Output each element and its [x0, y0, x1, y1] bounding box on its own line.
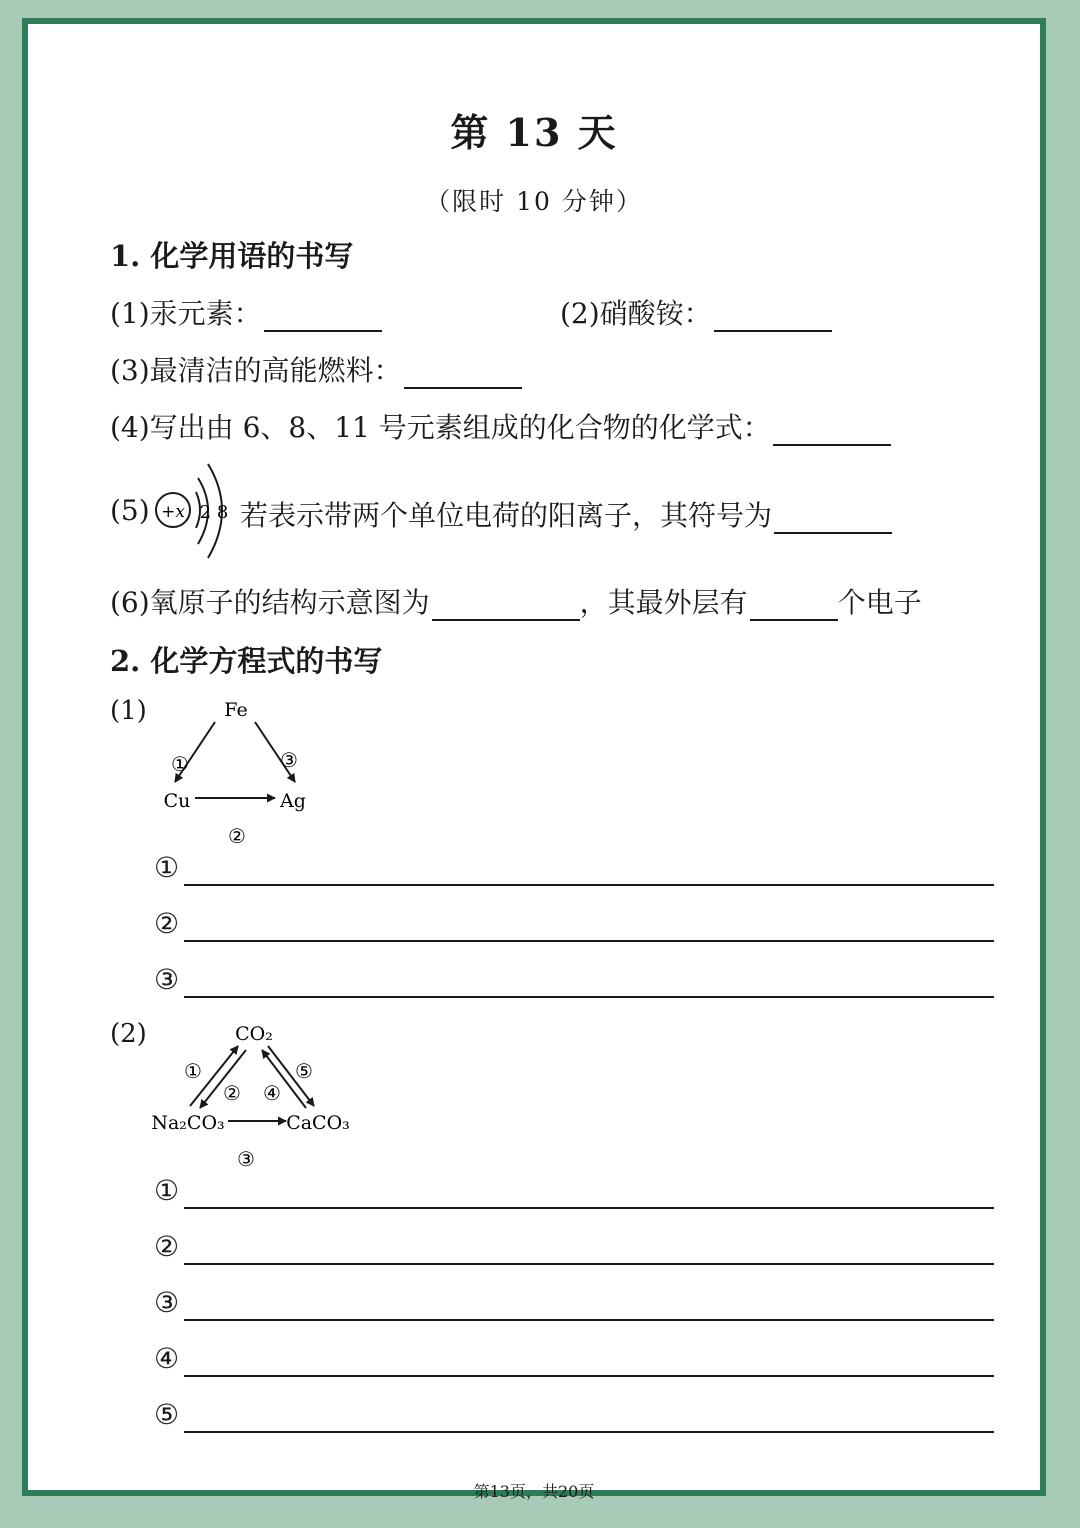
question-1-5-prefix: (5): [110, 494, 150, 527]
answer-number: ①: [154, 1174, 180, 1207]
question-1-4: [110, 406, 891, 446]
node-co2: CO₂: [235, 1023, 273, 1045]
question-1-6-text-c: 个电子: [837, 586, 922, 619]
node-na2co3: Na₂CO₃: [151, 1112, 225, 1134]
question-1-5-body: [240, 494, 892, 534]
answer-line[interactable]: [154, 902, 994, 942]
answer-blank[interactable]: [404, 359, 522, 389]
answer-blank[interactable]: [750, 591, 838, 621]
section-2-heading: 2. 化学方程式的书写: [110, 644, 383, 678]
fe-cu-ag-diagram: [153, 692, 323, 848]
answer-number: ④: [154, 1342, 180, 1375]
co2-na2co3-caco3-diagram: [146, 1014, 356, 1171]
question-1-5: [110, 494, 150, 527]
time-limit: （限时 10 分钟）: [425, 187, 643, 216]
answer-line[interactable]: [154, 1393, 994, 1433]
answer-blank[interactable]: [774, 504, 892, 534]
arrow-label-1: ①: [171, 752, 189, 776]
node-cu: Cu: [163, 790, 191, 812]
arrow-label-2: ②: [228, 824, 246, 848]
question-1-1: [110, 292, 382, 332]
question-1-6-text-a: (6)氧原子的结构示意图为: [110, 586, 430, 619]
answer-line[interactable]: [154, 1281, 994, 1321]
arrow-label-4: ④: [263, 1081, 281, 1105]
answer-blank[interactable]: [264, 302, 382, 332]
node-fe: Fe: [224, 699, 248, 721]
question-1-3-text: (3)最清洁的高能燃料：: [110, 354, 402, 387]
answer-line[interactable]: [154, 1225, 994, 1265]
arrow-label-3: ③: [280, 748, 298, 772]
answer-line[interactable]: [154, 1169, 994, 1209]
ion-structure-diagram: [148, 460, 238, 562]
page-footer: 第13页，共20页: [473, 1482, 595, 1501]
shell-electron-counts: 2 8: [199, 502, 229, 523]
problem-2-1-label: (1): [110, 696, 147, 726]
question-1-4-text: (4)写出由 6、8、11 号元素组成的化合物的化学式：: [110, 411, 771, 444]
node-ag: Ag: [280, 790, 306, 812]
arrow-label-2: ②: [223, 1081, 241, 1105]
question-1-6-text-b: ，其最外层有: [579, 586, 748, 619]
question-1-1-text: (1)汞元素：: [110, 297, 262, 330]
answer-blank[interactable]: [432, 591, 580, 621]
answer-number: ①: [154, 851, 180, 884]
arrow-label-3: ③: [237, 1147, 255, 1171]
question-1-2: [560, 292, 832, 332]
arrow-label-1: ①: [184, 1059, 202, 1083]
question-1-3: [110, 349, 522, 389]
arrow-label-5: ⑤: [295, 1059, 313, 1083]
node-caco3: CaCO₃: [286, 1112, 350, 1134]
nucleus-charge: +x: [161, 502, 185, 522]
question-1-2-text: (2)硝酸铵：: [560, 297, 712, 330]
answer-number: ③: [154, 963, 180, 996]
answer-line[interactable]: [154, 1337, 994, 1377]
problem-2-2-label: (2): [110, 1019, 147, 1049]
answer-line[interactable]: [154, 958, 994, 998]
question-1-6: [110, 581, 922, 621]
answer-blank[interactable]: [714, 302, 832, 332]
answer-number: ②: [154, 907, 180, 940]
answer-number: ③: [154, 1286, 180, 1319]
worksheet-page: [22, 18, 1046, 1501]
question-1-5-text: 若表示带两个单位电荷的阳离子，其符号为: [240, 499, 773, 532]
answer-blank[interactable]: [773, 416, 891, 446]
answer-number: ②: [154, 1230, 180, 1263]
page-title: 第 13 天: [450, 110, 618, 155]
answer-line[interactable]: [154, 846, 994, 886]
answer-number: ⑤: [154, 1398, 180, 1431]
section-1-heading: 1. 化学用语的书写: [110, 239, 354, 273]
